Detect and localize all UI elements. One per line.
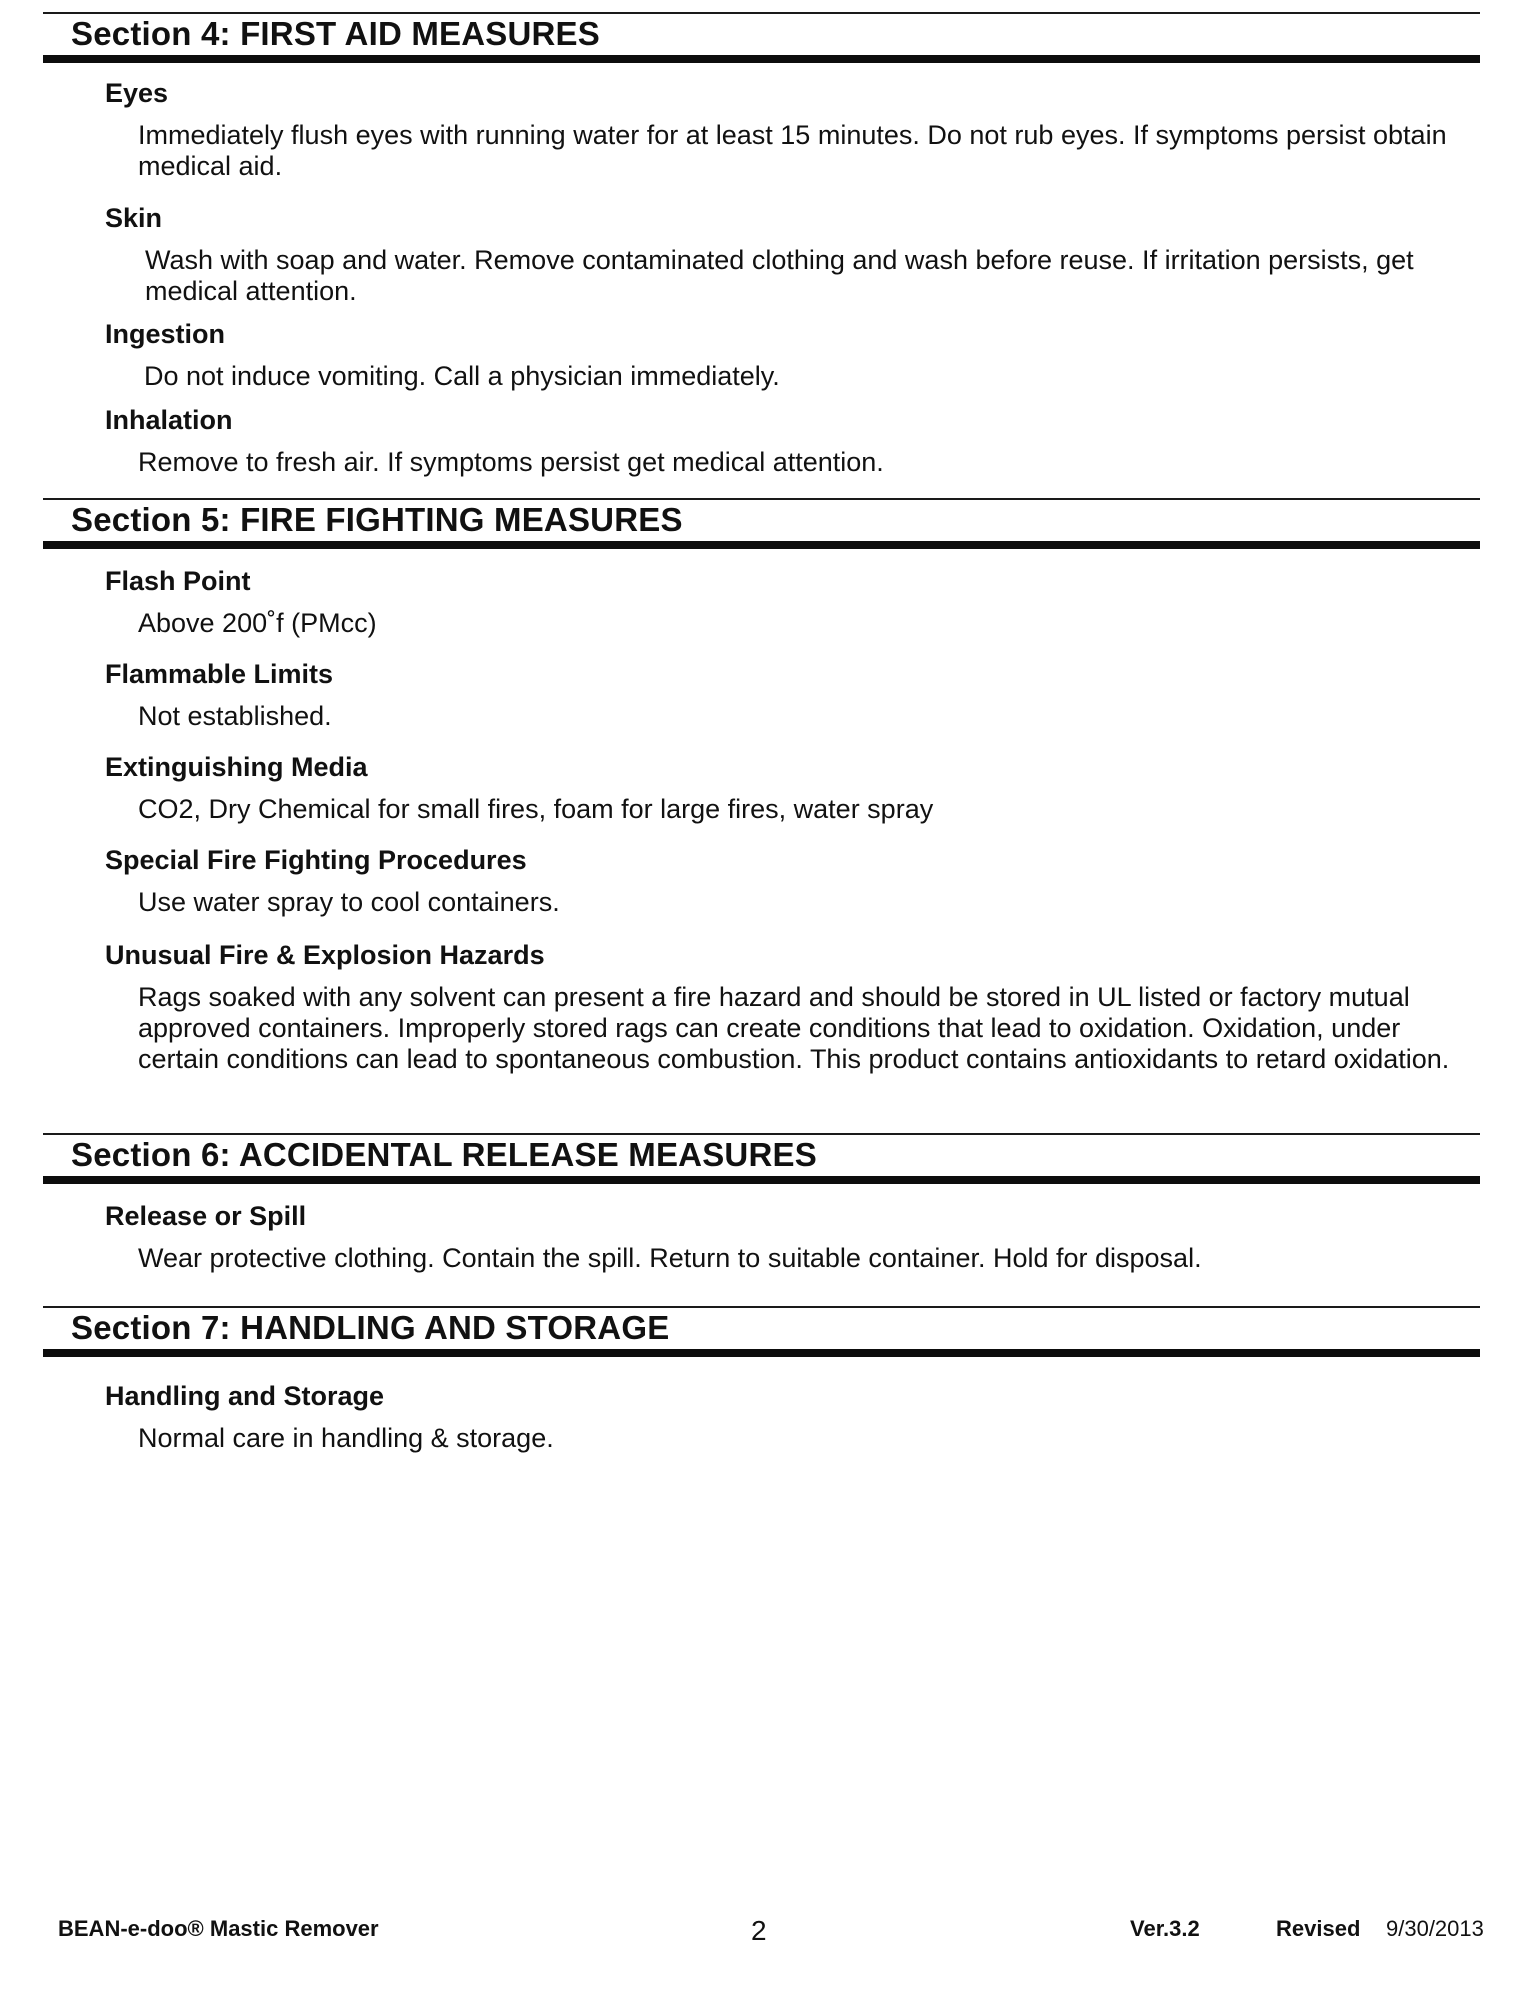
subsection-body: Use water spray to cool containers. — [138, 887, 560, 917]
footer-product-name: BEAN-e-doo® Mastic Remover — [58, 1916, 379, 1941]
subsection-eyes — [105, 77, 1475, 182]
subsection-unusual-hazards — [105, 939, 1475, 1075]
subsection-flash-point — [105, 565, 1475, 639]
subsection-special-procedures — [105, 844, 1475, 918]
subsection-body: Immediately flush eyes with running water for at least 15 minutes. Do not rub eyes. If symptoms persist obtain medical aid. — [138, 120, 1447, 181]
subsection-heading: Eyes — [105, 78, 169, 108]
footer-revised-date: 9/30/2013 — [1386, 1916, 1484, 1941]
section-title: Section 6: ACCIDENTAL RELEASE MEASURES — [71, 1136, 817, 1173]
subsection-body: Remove to fresh air. If symptoms persist get medical attention. — [138, 447, 884, 477]
subsection-body: Rags soaked with any solvent can present a fire hazard and should be stored in UL listed or factory mutual approved containers. Improperly stored rags can create conditions that lead to oxidation. Oxidation, under certain conditions can lead to spontaneous combustion. This product contains antioxidants to retard oxidation. — [138, 982, 1450, 1074]
subsection-ingestion — [105, 318, 1475, 392]
section-6-header — [43, 1133, 1480, 1184]
section-title: Section 5: FIRE FIGHTING MEASURES — [71, 501, 683, 538]
subsection-heading: Inhalation — [105, 405, 233, 435]
subsection-heading: Unusual Fire & Explosion Hazards — [105, 940, 545, 970]
section-5-header — [43, 498, 1480, 549]
section-4-header — [43, 12, 1480, 63]
subsection-heading: Handling and Storage — [105, 1381, 385, 1411]
subsection-heading: Extinguishing Media — [105, 752, 368, 782]
subsection-body: Not established. — [138, 701, 332, 731]
section-bottom-rule — [43, 1349, 1480, 1357]
subsection-release-or-spill — [105, 1200, 1475, 1274]
subsection-heading: Release or Spill — [105, 1201, 307, 1231]
section-7-header — [43, 1306, 1480, 1357]
footer-version: Ver.3.2 — [1130, 1916, 1200, 1941]
section-bottom-rule — [43, 1176, 1480, 1184]
section-title: Section 7: HANDLING AND STORAGE — [71, 1309, 670, 1346]
section-bottom-rule — [43, 55, 1480, 63]
subsection-inhalation — [105, 404, 1475, 478]
footer-revised-label: Revised — [1276, 1916, 1361, 1941]
subsection-heading: Ingestion — [105, 319, 225, 349]
subsection-heading: Flash Point — [105, 566, 251, 596]
subsection-handling-and-storage — [105, 1380, 1475, 1454]
section-bottom-rule — [43, 541, 1480, 549]
subsection-body: CO2, Dry Chemical for small fires, foam for large fires, water spray — [138, 794, 934, 824]
subsection-heading: Skin — [105, 203, 163, 233]
subsection-body: Wear protective clothing. Contain the spill. Return to suitable container. Hold for disposal. — [138, 1243, 1202, 1273]
subsection-extinguishing-media — [105, 751, 1475, 825]
subsection-body: Normal care in handling & storage. — [138, 1423, 554, 1453]
subsection-heading: Flammable Limits — [105, 659, 334, 689]
subsection-skin — [105, 202, 1475, 307]
footer-page-number: 2 — [751, 1915, 767, 1946]
subsection-flammable-limits — [105, 658, 1475, 732]
subsection-body: Do not induce vomiting. Call a physician immediately. — [144, 361, 780, 391]
subsection-body: Above 200˚f (PMcc) — [138, 608, 377, 638]
section-title: Section 4: FIRST AID MEASURES — [71, 15, 600, 52]
subsection-heading: Special Fire Fighting Procedures — [105, 845, 527, 875]
subsection-body: Wash with soap and water. Remove contaminated clothing and wash before reuse. If irritation persists, get medical attention. — [145, 245, 1414, 306]
